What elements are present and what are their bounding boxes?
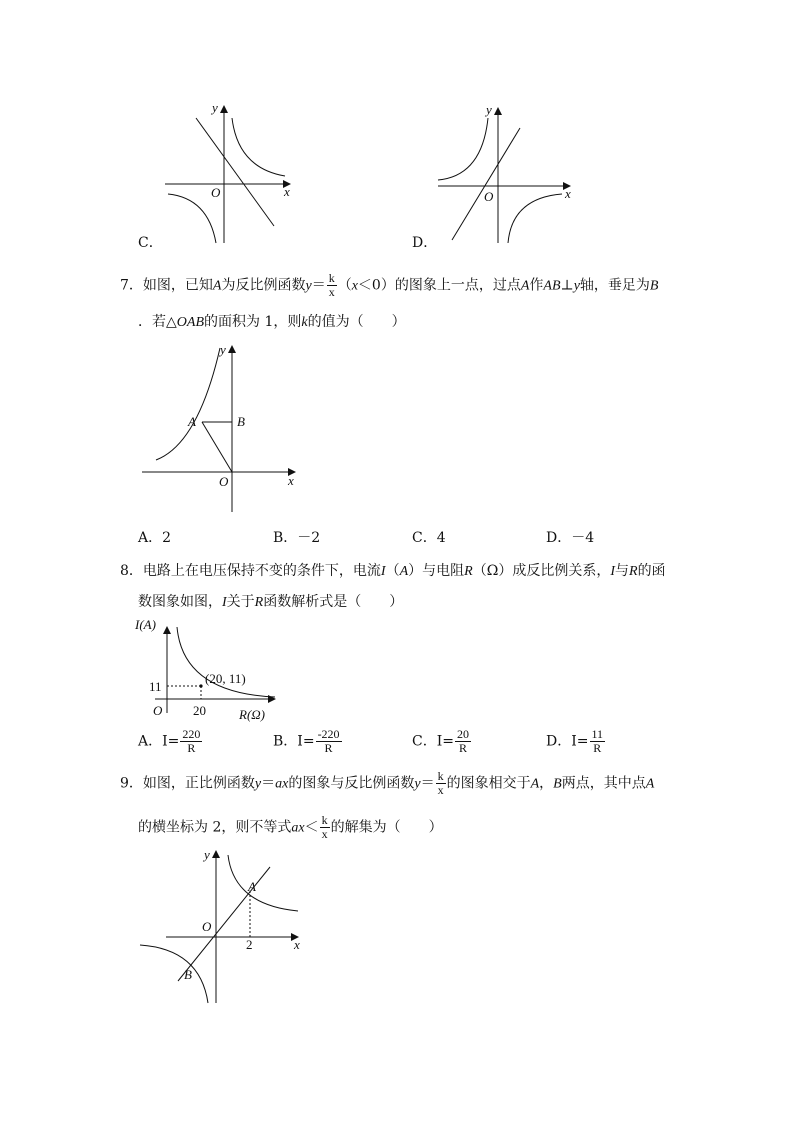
q9-line1: 9．如图，正比例函数y＝ax的图象与反比例函数y＝ $\frac{k}{x}$ 的图象相交于A，B两点，其中点A [120, 769, 655, 797]
label-x-axis: R(Ω) [239, 707, 265, 722]
q7-option-c[interactable]: C．4 [412, 530, 446, 546]
q9-line2: 的横坐标为 2，则不等式ax＜ $\frac{k}{x}$ 的解集为（ ） [138, 813, 443, 841]
graph-option-c [150, 98, 300, 248]
q7-option-a[interactable]: A．2 [138, 530, 172, 546]
q8-option-c[interactable]: C．I= $\frac{20}{R}$ [412, 727, 469, 755]
label-x: x [284, 184, 290, 199]
proportional-line [178, 867, 270, 981]
label-y-axis: I(A) [135, 617, 156, 632]
label-x: x [288, 473, 294, 488]
q9-graph [138, 845, 313, 1010]
q7-option-b[interactable]: B．－2 [273, 530, 321, 546]
tick-2: 2 [246, 937, 253, 952]
label-o: O [484, 189, 494, 204]
option-d-label: D． [412, 235, 438, 251]
tick-20: 20 [193, 703, 206, 718]
hyperbola-branch-2 [140, 945, 208, 1003]
q8-option-b[interactable]: B．I= $\frac{-220}{R}$ [273, 727, 340, 755]
label-a: A [248, 879, 256, 894]
label-y: y [212, 100, 218, 115]
label-o: O [153, 703, 163, 718]
label-b: B [184, 967, 192, 982]
segment-ao [202, 422, 232, 472]
q7-line1: 7．如图，已知A为反比例函数y＝ $\frac{k}{x}$ （x＜0）的图象上一点，过点A作AB⊥y轴，垂足为B [120, 271, 659, 299]
q7-line2: ．若△OAB的面积为 1，则k的值为（ ） [138, 314, 406, 330]
tick-11: 11 [149, 679, 162, 694]
option-c-label: C． [138, 235, 163, 251]
label-o: O [211, 185, 221, 200]
hyperbola-branch-1 [232, 118, 285, 176]
q8-line1: 8．电路上在电压保持不变的条件下，电流I（A）与电阻R（Ω）成反比例关系，I与R的函 [120, 563, 666, 579]
hyperbola-branch [156, 348, 220, 460]
label-a: A [188, 414, 196, 429]
q8-line2: 数图象如图，I关于R函数解析式是（ ） [138, 594, 404, 610]
label-x: x [294, 937, 300, 952]
label-y: y [486, 102, 492, 117]
label-o: O [202, 919, 212, 934]
label-o: O [219, 474, 229, 489]
q7-option-d[interactable]: D．－4 [546, 530, 595, 546]
q7-graph [140, 340, 310, 515]
label-y: y [204, 847, 210, 862]
hyperbola-branch-2 [168, 194, 216, 243]
q8-option-d[interactable]: D．I= $\frac{11}{R}$ [546, 727, 604, 755]
label-x: x [565, 186, 571, 201]
hyperbola-branch-1 [228, 855, 298, 911]
graph-option-d [430, 98, 580, 248]
hyperbola-branch-2 [508, 194, 562, 243]
point-label: (20, 11) [205, 671, 246, 686]
label-y: y [220, 342, 226, 357]
q8-graph [135, 613, 305, 725]
hyperbola-branch-1 [438, 118, 488, 180]
point-marker [199, 684, 202, 687]
q8-option-a[interactable]: A．I= $\frac{220}{R}$ [138, 727, 201, 755]
label-b: B [237, 414, 245, 429]
line [452, 128, 520, 240]
